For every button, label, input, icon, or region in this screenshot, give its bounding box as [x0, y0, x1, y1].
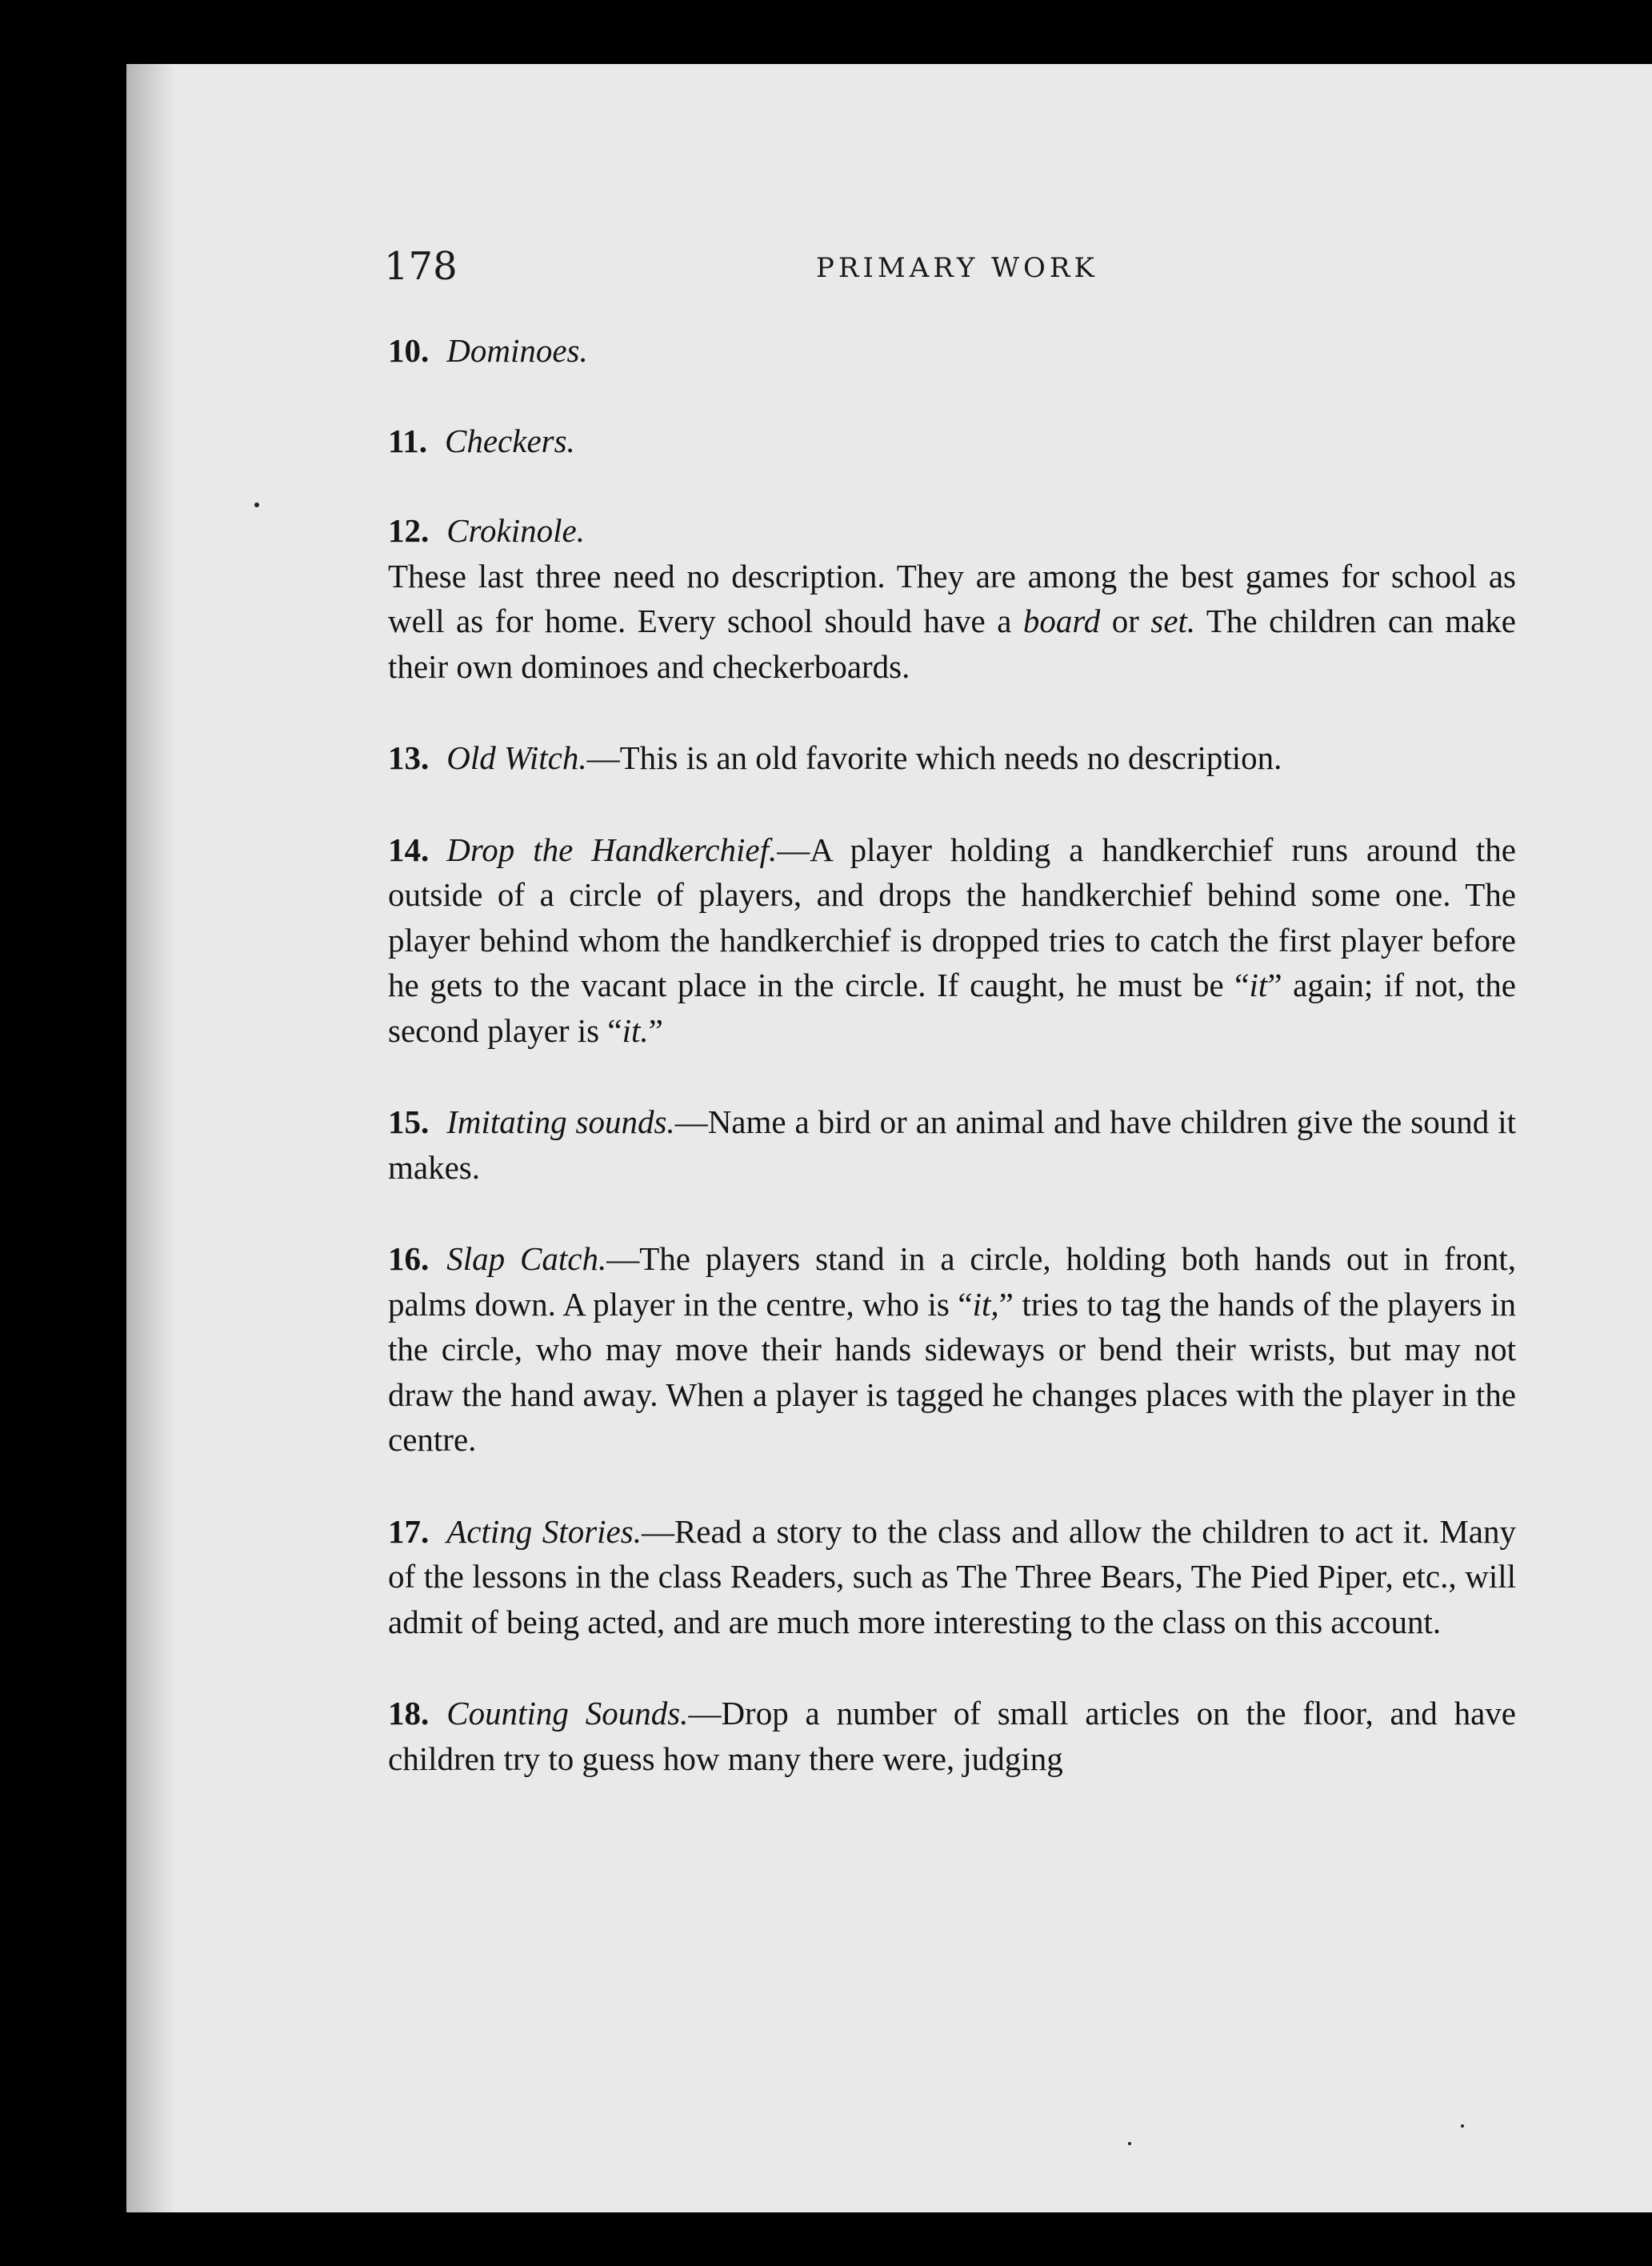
body-text-italic: it,: [972, 1285, 999, 1323]
entry-number: 11.: [388, 422, 427, 459]
entry-title: Slap Catch.: [446, 1240, 607, 1277]
body-text: —Read a story to the class and allow the children to act it. Many of the lessons in the class Readers, such as The Three Bears, The Pied Piper, etc., will admit of being acted, and are much more interesting to the class on this account.: [388, 1512, 1517, 1640]
entry-number: 12.: [388, 512, 430, 549]
body-text: ” tries to tag the hands of the players in the circle, who may move their hands sideways or bend their wrists, but may not draw the hand away. When a player is tagged he changes places with the player in the centre.: [388, 1285, 1516, 1458]
body-text: These last three need no description. They are among the best games for school as well as for home. Every school should have a: [388, 557, 1516, 639]
entry-18: [388, 1691, 1516, 1781]
entry-title: Counting Sounds.: [446, 1695, 689, 1732]
entry-number: 16.: [388, 1240, 430, 1277]
entry-number: 15.: [388, 1103, 430, 1140]
body-text-italic: it: [1249, 967, 1268, 1003]
body-text: —A player holding a handkerchief runs around the outside of a circle of players, and drops the handkerchief behind some one. The player behind whom the handkerchief is dropped tries to catch the first player before he gets to the vacant place in the circle. If caught, he must be “: [388, 831, 1516, 1003]
body-text: —The players stand in a circle, holding both hands out in front, palms down. A player in the centre, who is “: [388, 1240, 1517, 1323]
scan-speck: [254, 502, 259, 507]
entry-title: Drop the Handkerchief.: [446, 831, 778, 868]
body-text: —Name a bird or an animal and have children give the sound it makes.: [388, 1103, 1516, 1186]
scan-speck: [1128, 2142, 1131, 2145]
entry-number: 13.: [388, 739, 430, 776]
body-text: ” again; if not, the second player is “: [388, 967, 1517, 1049]
page-header: [384, 244, 1520, 292]
body-text: —This is an old favorite which needs no description.: [586, 739, 1282, 776]
entry-title: Imitating sounds.: [446, 1103, 675, 1140]
entry-12-description: [388, 554, 1516, 690]
entry-15: [388, 1099, 1516, 1190]
scan-speck: [1461, 2124, 1464, 2128]
entry-number: 14.: [388, 831, 430, 868]
entry-14: [388, 827, 1516, 1054]
entry-title: Crokinole.: [446, 512, 585, 549]
entry-17: [388, 1509, 1516, 1645]
entry-10: [388, 328, 1516, 374]
entry-11: [388, 418, 1516, 464]
scan-border: [126, 2212, 1652, 2266]
page-binding-shadow: [126, 64, 174, 2224]
entry-number: 10.: [388, 332, 430, 369]
page-body: [388, 328, 1516, 1781]
body-text: The children can make their own dominoes and checkerboards.: [388, 603, 1516, 685]
entry-title: Checkers.: [445, 422, 575, 459]
entry-title: Dominoes.: [446, 332, 588, 369]
running-head: PRIMARY WORK: [816, 252, 1098, 284]
body-text: or: [1100, 603, 1151, 639]
entry-13: [388, 735, 1516, 781]
entry-16: [388, 1236, 1516, 1463]
body-text-italic: set.: [1150, 603, 1196, 639]
entry-title: Old Witch.: [446, 739, 587, 776]
entry-title: Acting Stories.: [446, 1512, 642, 1550]
body-text-italic: it.: [622, 1011, 649, 1049]
entry-number: 18.: [388, 1695, 430, 1732]
entry-12: [388, 508, 1516, 554]
entry-number: 17.: [388, 1512, 430, 1550]
body-text-italic: board: [1022, 603, 1101, 639]
page-number: 178: [384, 244, 458, 289]
body-text: —Drop a number of small articles on the floor, and have children try to guess how many there were, judging: [388, 1695, 1516, 1777]
body-text: ”: [648, 1011, 663, 1049]
